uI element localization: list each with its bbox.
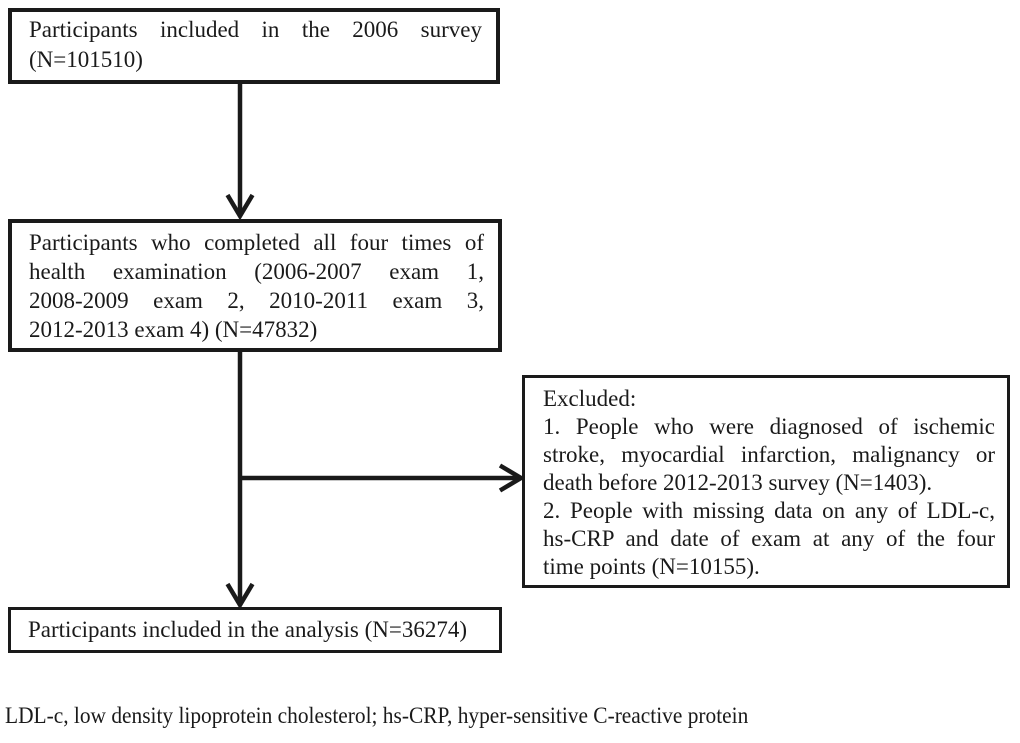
box-excluded-reason2-line-3: time points (N=10155). bbox=[543, 554, 760, 579]
box-four-exams bbox=[8, 219, 502, 352]
box-excluded-reason2-line-1: 2. People with missing data on any of LDL-c, bbox=[543, 498, 995, 523]
box-excluded-reason1-line-1: 1. People who were diagnosed of ischemic bbox=[543, 414, 995, 439]
box-2006-survey-line-2: (N=101510) bbox=[29, 47, 143, 72]
box-excluded-reason1-line-3: death before 2012-2013 survey (N=1403). bbox=[543, 470, 933, 495]
box-four-exams-line-1: Participants who completed all four times of bbox=[29, 230, 484, 255]
arrow-right-to-excluded bbox=[240, 466, 521, 491]
box-excluded bbox=[522, 375, 1010, 588]
box-four-exams-line-2: health examination (2006-2007 exam 1, bbox=[29, 259, 484, 284]
box-2006-survey-line-1: Participants included in the 2006 survey bbox=[29, 17, 482, 42]
box-excluded-reason2-line-2: hs-CRP and date of exam at any of the four bbox=[543, 526, 995, 551]
box-four-exams-line-4: 2012-2013 exam 4) (N=47832) bbox=[29, 317, 318, 342]
box-analysis-line-1: Participants included in the analysis (N=36274) bbox=[28, 617, 468, 642]
abbreviation-footnote: LDL-c, low density lipoprotein cholesterol; hs-CRP, hyper-sensitive C-reactive protein bbox=[5, 703, 749, 728]
box-four-exams-line-3: 2008-2009 exam 2, 2010-2011 exam 3, bbox=[29, 288, 484, 313]
arrow-down-survey-to-exams bbox=[228, 84, 253, 216]
box-analysis bbox=[8, 607, 502, 653]
box-excluded-heading: Excluded: bbox=[543, 386, 637, 411]
box-2006-survey bbox=[8, 8, 500, 84]
arrow-down-exams-to-analysis bbox=[228, 352, 253, 605]
box-excluded-reason1-line-2: stroke, myocardial infarction, malignancy or bbox=[543, 442, 995, 467]
